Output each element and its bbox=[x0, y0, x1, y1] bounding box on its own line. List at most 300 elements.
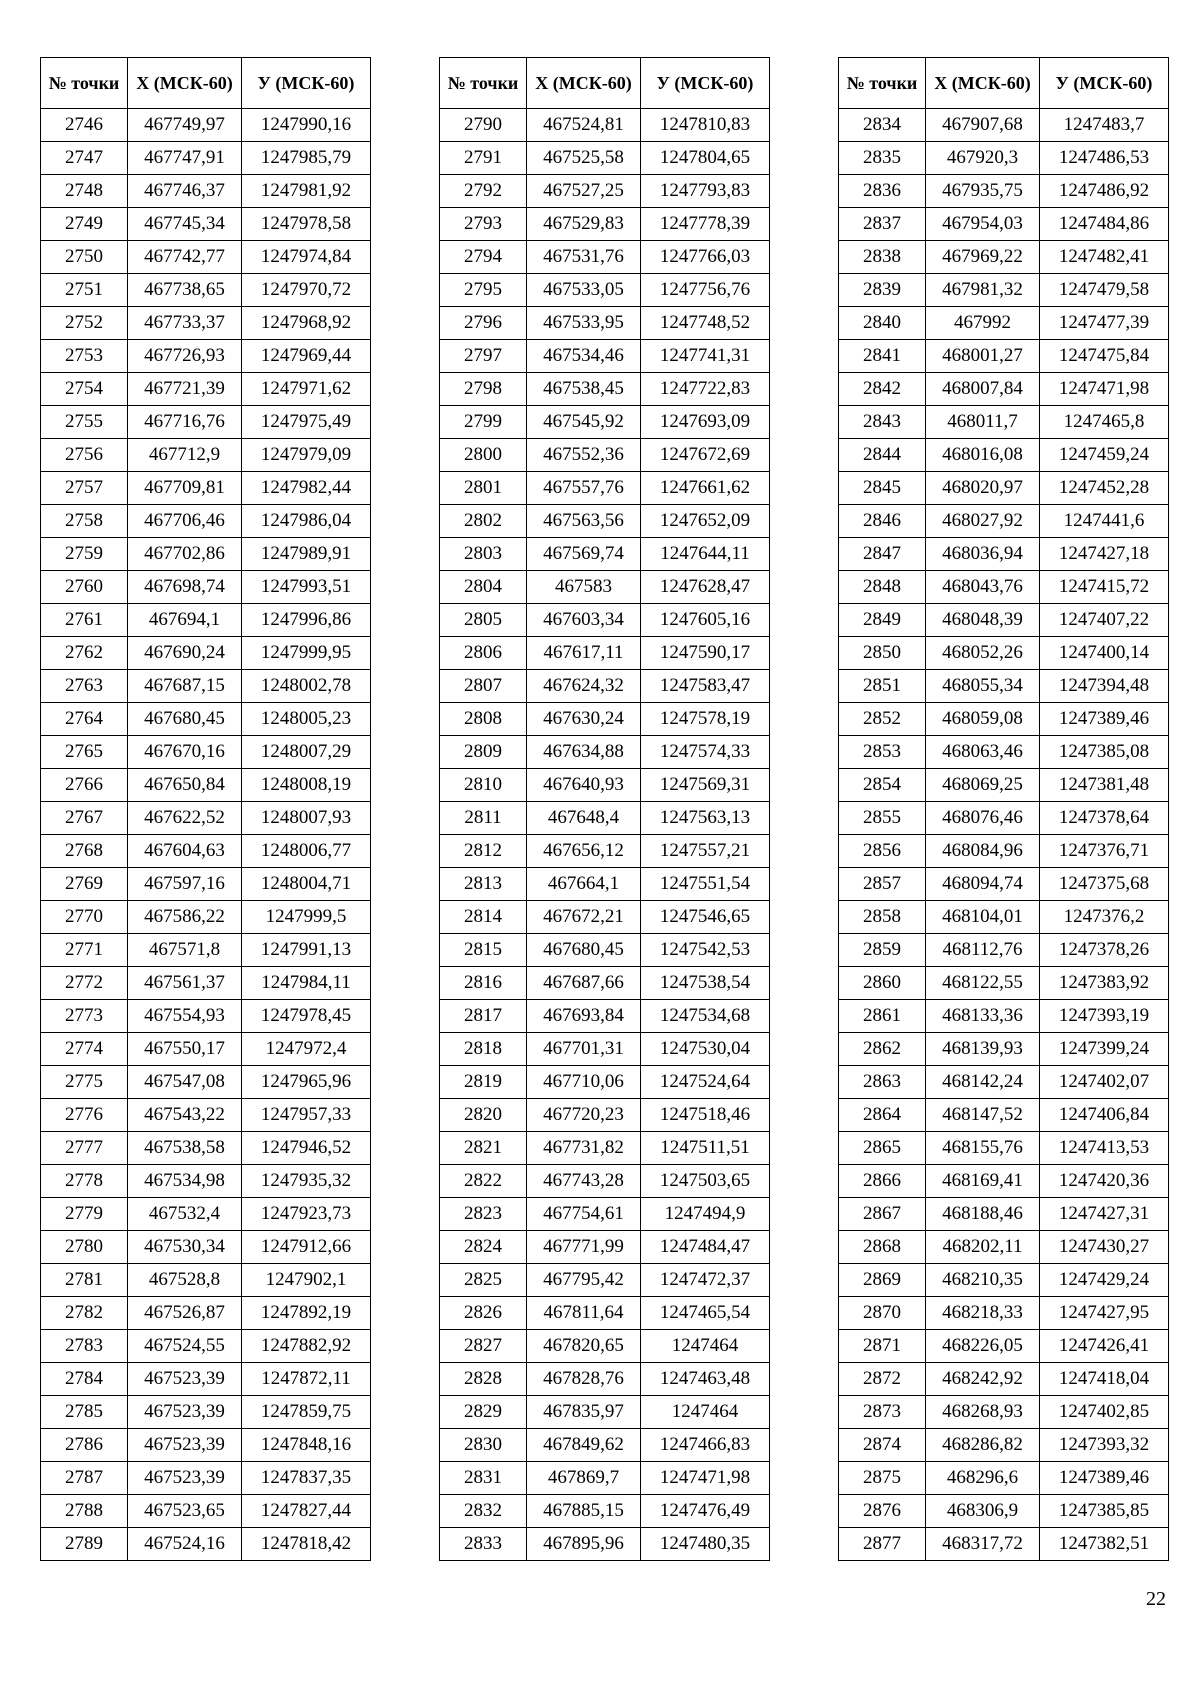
point-number-cell: 2777 bbox=[41, 1132, 128, 1165]
x-coordinate-cell: 467749,97 bbox=[128, 109, 242, 142]
point-number-cell: 2779 bbox=[41, 1198, 128, 1231]
point-number-cell: 2870 bbox=[839, 1297, 926, 1330]
x-coordinate-cell: 467547,08 bbox=[128, 1066, 242, 1099]
table-row bbox=[41, 967, 371, 1000]
point-number-cell: 2852 bbox=[839, 703, 926, 736]
x-coordinate-cell: 467543,22 bbox=[128, 1099, 242, 1132]
x-coordinate-cell: 467597,16 bbox=[128, 868, 242, 901]
point-number-cell: 2800 bbox=[440, 439, 527, 472]
x-coordinate-cell: 467523,39 bbox=[128, 1462, 242, 1495]
y-coordinate-cell: 1247546,65 bbox=[641, 901, 770, 934]
table-row bbox=[839, 1033, 1169, 1066]
table-row bbox=[839, 505, 1169, 538]
y-coordinate-cell: 1247722,83 bbox=[641, 373, 770, 406]
table-row bbox=[41, 142, 371, 175]
table-row bbox=[41, 109, 371, 142]
x-coordinate-cell: 467702,86 bbox=[128, 538, 242, 571]
point-number-cell: 2772 bbox=[41, 967, 128, 1000]
table-row bbox=[440, 1066, 770, 1099]
point-number-cell: 2806 bbox=[440, 637, 527, 670]
y-coordinate-cell: 1247430,27 bbox=[1040, 1231, 1169, 1264]
y-coordinate-cell: 1247644,11 bbox=[641, 538, 770, 571]
point-number-cell: 2864 bbox=[839, 1099, 926, 1132]
x-coordinate-cell: 467528,8 bbox=[128, 1264, 242, 1297]
point-number-cell: 2838 bbox=[839, 241, 926, 274]
y-coordinate-cell: 1247427,95 bbox=[1040, 1297, 1169, 1330]
table-row bbox=[440, 571, 770, 604]
point-number-cell: 2828 bbox=[440, 1363, 527, 1396]
table-row bbox=[41, 1066, 371, 1099]
x-coordinate-cell: 467687,66 bbox=[527, 967, 641, 1000]
x-coordinate-cell: 468226,05 bbox=[926, 1330, 1040, 1363]
table-row bbox=[41, 703, 371, 736]
x-coordinate-cell: 467538,45 bbox=[527, 373, 641, 406]
table-row bbox=[440, 175, 770, 208]
y-coordinate-cell: 1247402,85 bbox=[1040, 1396, 1169, 1429]
point-number-cell: 2766 bbox=[41, 769, 128, 802]
x-coordinate-cell: 468076,46 bbox=[926, 802, 1040, 835]
x-coordinate-cell: 467525,58 bbox=[527, 142, 641, 175]
point-number-cell: 2749 bbox=[41, 208, 128, 241]
table-row bbox=[440, 1330, 770, 1363]
x-coordinate-cell: 467538,58 bbox=[128, 1132, 242, 1165]
point-number-cell: 2754 bbox=[41, 373, 128, 406]
x-coordinate-cell: 467747,91 bbox=[128, 142, 242, 175]
x-coordinate-cell: 467530,34 bbox=[128, 1231, 242, 1264]
point-number-cell: 2782 bbox=[41, 1297, 128, 1330]
y-coordinate-cell: 1247459,24 bbox=[1040, 439, 1169, 472]
point-number-cell: 2807 bbox=[440, 670, 527, 703]
y-coordinate-cell: 1247989,91 bbox=[242, 538, 371, 571]
table-row bbox=[41, 406, 371, 439]
table-row bbox=[41, 439, 371, 472]
y-coordinate-cell: 1247471,98 bbox=[1040, 373, 1169, 406]
y-coordinate-cell: 1247985,79 bbox=[242, 142, 371, 175]
point-number-cell: 2834 bbox=[839, 109, 926, 142]
y-coordinate-cell: 1247557,21 bbox=[641, 835, 770, 868]
y-coordinate-cell: 1248002,78 bbox=[242, 670, 371, 703]
y-coordinate-cell: 1247484,47 bbox=[641, 1231, 770, 1264]
x-coordinate-cell: 468052,26 bbox=[926, 637, 1040, 670]
table-row bbox=[41, 1099, 371, 1132]
point-number-cell: 2747 bbox=[41, 142, 128, 175]
y-coordinate-cell: 1247385,08 bbox=[1040, 736, 1169, 769]
point-number-cell: 2760 bbox=[41, 571, 128, 604]
y-coordinate-cell: 1247407,22 bbox=[1040, 604, 1169, 637]
header-x-coordinate: X (МСК-60) bbox=[527, 58, 641, 109]
point-number-cell: 2765 bbox=[41, 736, 128, 769]
table-row bbox=[839, 967, 1169, 1000]
header-point-number: № точки bbox=[41, 58, 128, 109]
table-row bbox=[839, 604, 1169, 637]
y-coordinate-cell: 1247935,32 bbox=[242, 1165, 371, 1198]
table-row bbox=[41, 538, 371, 571]
point-number-cell: 2825 bbox=[440, 1264, 527, 1297]
x-coordinate-cell: 468104,01 bbox=[926, 901, 1040, 934]
coordinates-table-right bbox=[838, 57, 1169, 1561]
x-coordinate-cell: 467811,64 bbox=[527, 1297, 641, 1330]
y-coordinate-cell: 1247984,11 bbox=[242, 967, 371, 1000]
x-coordinate-cell: 467533,95 bbox=[527, 307, 641, 340]
y-coordinate-cell: 1247810,83 bbox=[641, 109, 770, 142]
table-row bbox=[839, 1297, 1169, 1330]
point-number-cell: 2759 bbox=[41, 538, 128, 571]
y-coordinate-cell: 1247378,26 bbox=[1040, 934, 1169, 967]
y-coordinate-cell: 1247793,83 bbox=[641, 175, 770, 208]
table-row bbox=[440, 373, 770, 406]
point-number-cell: 2778 bbox=[41, 1165, 128, 1198]
point-number-cell: 2865 bbox=[839, 1132, 926, 1165]
point-number-cell: 2799 bbox=[440, 406, 527, 439]
y-coordinate-cell: 1248008,19 bbox=[242, 769, 371, 802]
x-coordinate-cell: 467690,24 bbox=[128, 637, 242, 670]
point-number-cell: 2822 bbox=[440, 1165, 527, 1198]
y-coordinate-cell: 1247534,68 bbox=[641, 1000, 770, 1033]
point-number-cell: 2781 bbox=[41, 1264, 128, 1297]
point-number-cell: 2767 bbox=[41, 802, 128, 835]
point-number-cell: 2862 bbox=[839, 1033, 926, 1066]
x-coordinate-cell: 468001,27 bbox=[926, 340, 1040, 373]
table-row bbox=[41, 670, 371, 703]
x-coordinate-cell: 468188,46 bbox=[926, 1198, 1040, 1231]
y-coordinate-cell: 1247530,04 bbox=[641, 1033, 770, 1066]
x-coordinate-cell: 467709,81 bbox=[128, 472, 242, 505]
y-coordinate-cell: 1247483,7 bbox=[1040, 109, 1169, 142]
table-row bbox=[839, 637, 1169, 670]
table-row bbox=[440, 604, 770, 637]
x-coordinate-cell: 467907,68 bbox=[926, 109, 1040, 142]
table-row bbox=[839, 439, 1169, 472]
x-coordinate-cell: 468020,97 bbox=[926, 472, 1040, 505]
point-number-cell: 2832 bbox=[440, 1495, 527, 1528]
table-row bbox=[41, 1033, 371, 1066]
point-number-cell: 2853 bbox=[839, 736, 926, 769]
x-coordinate-cell: 468268,93 bbox=[926, 1396, 1040, 1429]
x-coordinate-cell: 467820,65 bbox=[527, 1330, 641, 1363]
x-coordinate-cell: 467640,93 bbox=[527, 769, 641, 802]
point-number-cell: 2819 bbox=[440, 1066, 527, 1099]
x-coordinate-cell: 467754,61 bbox=[527, 1198, 641, 1231]
table-row bbox=[440, 1495, 770, 1528]
point-number-cell: 2839 bbox=[839, 274, 926, 307]
x-coordinate-cell: 467529,83 bbox=[527, 208, 641, 241]
table-row bbox=[440, 1264, 770, 1297]
x-coordinate-cell: 467693,84 bbox=[527, 1000, 641, 1033]
x-coordinate-cell: 467534,98 bbox=[128, 1165, 242, 1198]
point-number-cell: 2860 bbox=[839, 967, 926, 1000]
table-row bbox=[839, 1165, 1169, 1198]
y-coordinate-cell: 1247381,48 bbox=[1040, 769, 1169, 802]
table-row bbox=[41, 208, 371, 241]
x-coordinate-cell: 467526,87 bbox=[128, 1297, 242, 1330]
table-row bbox=[440, 670, 770, 703]
point-number-cell: 2753 bbox=[41, 340, 128, 373]
point-number-cell: 2783 bbox=[41, 1330, 128, 1363]
y-coordinate-cell: 1247661,62 bbox=[641, 472, 770, 505]
table-row bbox=[440, 307, 770, 340]
table-row bbox=[41, 241, 371, 274]
y-coordinate-cell: 1247464 bbox=[641, 1330, 770, 1363]
x-coordinate-cell: 468043,76 bbox=[926, 571, 1040, 604]
y-coordinate-cell: 1247672,69 bbox=[641, 439, 770, 472]
x-coordinate-cell: 467895,96 bbox=[527, 1528, 641, 1561]
x-coordinate-cell: 467694,1 bbox=[128, 604, 242, 637]
x-coordinate-cell: 467698,74 bbox=[128, 571, 242, 604]
y-coordinate-cell: 1247463,48 bbox=[641, 1363, 770, 1396]
x-coordinate-cell: 467716,76 bbox=[128, 406, 242, 439]
y-coordinate-cell: 1247837,35 bbox=[242, 1462, 371, 1495]
table-row bbox=[839, 373, 1169, 406]
table-row bbox=[440, 637, 770, 670]
table-row bbox=[440, 109, 770, 142]
point-number-cell: 2801 bbox=[440, 472, 527, 505]
point-number-cell: 2859 bbox=[839, 934, 926, 967]
y-coordinate-cell: 1248005,23 bbox=[242, 703, 371, 736]
table-row bbox=[440, 406, 770, 439]
x-coordinate-cell: 468112,76 bbox=[926, 934, 1040, 967]
point-number-cell: 2843 bbox=[839, 406, 926, 439]
point-number-cell: 2844 bbox=[839, 439, 926, 472]
y-coordinate-cell: 1247968,92 bbox=[242, 307, 371, 340]
x-coordinate-cell: 467712,9 bbox=[128, 439, 242, 472]
y-coordinate-cell: 1247376,71 bbox=[1040, 835, 1169, 868]
table-row bbox=[41, 1396, 371, 1429]
x-coordinate-cell: 468147,52 bbox=[926, 1099, 1040, 1132]
y-coordinate-cell: 1247471,98 bbox=[641, 1462, 770, 1495]
point-number-cell: 2863 bbox=[839, 1066, 926, 1099]
y-coordinate-cell: 1247503,65 bbox=[641, 1165, 770, 1198]
x-coordinate-cell: 467650,84 bbox=[128, 769, 242, 802]
y-coordinate-cell: 1247892,19 bbox=[242, 1297, 371, 1330]
y-coordinate-cell: 1247383,92 bbox=[1040, 967, 1169, 1000]
point-number-cell: 2773 bbox=[41, 1000, 128, 1033]
y-coordinate-cell: 1247975,49 bbox=[242, 406, 371, 439]
table-row bbox=[440, 1000, 770, 1033]
table-row bbox=[41, 901, 371, 934]
point-number-cell: 2798 bbox=[440, 373, 527, 406]
point-number-cell: 2815 bbox=[440, 934, 527, 967]
y-coordinate-cell: 1247472,37 bbox=[641, 1264, 770, 1297]
y-coordinate-cell: 1247578,19 bbox=[641, 703, 770, 736]
x-coordinate-cell: 467617,11 bbox=[527, 637, 641, 670]
point-number-cell: 2850 bbox=[839, 637, 926, 670]
y-coordinate-cell: 1247476,49 bbox=[641, 1495, 770, 1528]
y-coordinate-cell: 1247393,32 bbox=[1040, 1429, 1169, 1462]
table-row bbox=[839, 406, 1169, 439]
y-coordinate-cell: 1247375,68 bbox=[1040, 868, 1169, 901]
x-coordinate-cell: 467795,42 bbox=[527, 1264, 641, 1297]
header-y-coordinate: У (МСК-60) bbox=[242, 58, 371, 109]
point-number-cell: 2791 bbox=[440, 142, 527, 175]
x-coordinate-cell: 467554,93 bbox=[128, 1000, 242, 1033]
y-coordinate-cell: 1248006,77 bbox=[242, 835, 371, 868]
x-coordinate-cell: 467524,55 bbox=[128, 1330, 242, 1363]
y-coordinate-cell: 1247859,75 bbox=[242, 1396, 371, 1429]
point-number-cell: 2836 bbox=[839, 175, 926, 208]
table-row bbox=[41, 736, 371, 769]
y-coordinate-cell: 1247484,86 bbox=[1040, 208, 1169, 241]
table-row bbox=[839, 175, 1169, 208]
table-row bbox=[440, 142, 770, 175]
table-row bbox=[41, 1000, 371, 1033]
table-row bbox=[440, 1132, 770, 1165]
x-coordinate-cell: 468169,41 bbox=[926, 1165, 1040, 1198]
x-coordinate-cell: 468286,82 bbox=[926, 1429, 1040, 1462]
table-row bbox=[41, 835, 371, 868]
y-coordinate-cell: 1247628,47 bbox=[641, 571, 770, 604]
table-row bbox=[41, 1495, 371, 1528]
y-coordinate-cell: 1247882,92 bbox=[242, 1330, 371, 1363]
x-coordinate-cell: 468133,36 bbox=[926, 1000, 1040, 1033]
x-coordinate-cell: 467672,21 bbox=[527, 901, 641, 934]
y-coordinate-cell: 1247969,44 bbox=[242, 340, 371, 373]
point-number-cell: 2748 bbox=[41, 175, 128, 208]
table-row bbox=[839, 109, 1169, 142]
point-number-cell: 2785 bbox=[41, 1396, 128, 1429]
y-coordinate-cell: 1247912,66 bbox=[242, 1231, 371, 1264]
point-number-cell: 2789 bbox=[41, 1528, 128, 1561]
y-coordinate-cell: 1247399,24 bbox=[1040, 1033, 1169, 1066]
table-row bbox=[839, 571, 1169, 604]
x-coordinate-cell: 467969,22 bbox=[926, 241, 1040, 274]
x-coordinate-cell: 467569,74 bbox=[527, 538, 641, 571]
point-number-cell: 2751 bbox=[41, 274, 128, 307]
page-number: 22 bbox=[1146, 1588, 1166, 1610]
point-number-cell: 2813 bbox=[440, 868, 527, 901]
y-coordinate-cell: 1247981,92 bbox=[242, 175, 371, 208]
table-row bbox=[839, 208, 1169, 241]
x-coordinate-cell: 468055,34 bbox=[926, 670, 1040, 703]
point-number-cell: 2831 bbox=[440, 1462, 527, 1495]
table-row bbox=[839, 1495, 1169, 1528]
table-row bbox=[440, 439, 770, 472]
x-coordinate-cell: 467523,65 bbox=[128, 1495, 242, 1528]
table-row bbox=[440, 1033, 770, 1066]
point-number-cell: 2780 bbox=[41, 1231, 128, 1264]
y-coordinate-cell: 1247741,31 bbox=[641, 340, 770, 373]
x-coordinate-cell: 467731,82 bbox=[527, 1132, 641, 1165]
point-number-cell: 2876 bbox=[839, 1495, 926, 1528]
table-row bbox=[839, 1264, 1169, 1297]
x-coordinate-cell: 468069,25 bbox=[926, 769, 1040, 802]
y-coordinate-cell: 1247480,35 bbox=[641, 1528, 770, 1561]
table-header bbox=[41, 58, 371, 109]
table-header bbox=[440, 58, 770, 109]
point-number-cell: 2820 bbox=[440, 1099, 527, 1132]
x-coordinate-cell: 467603,34 bbox=[527, 604, 641, 637]
x-coordinate-cell: 467624,32 bbox=[527, 670, 641, 703]
table-row bbox=[839, 934, 1169, 967]
x-coordinate-cell: 467835,97 bbox=[527, 1396, 641, 1429]
x-coordinate-cell: 467935,75 bbox=[926, 175, 1040, 208]
y-coordinate-cell: 1247946,52 bbox=[242, 1132, 371, 1165]
table-row bbox=[41, 1330, 371, 1363]
x-coordinate-cell: 467701,31 bbox=[527, 1033, 641, 1066]
y-coordinate-cell: 1247418,04 bbox=[1040, 1363, 1169, 1396]
x-coordinate-cell: 467523,39 bbox=[128, 1429, 242, 1462]
x-coordinate-cell: 468317,72 bbox=[926, 1528, 1040, 1561]
x-coordinate-cell: 468007,84 bbox=[926, 373, 1040, 406]
table-row bbox=[41, 1132, 371, 1165]
table-row bbox=[440, 1297, 770, 1330]
point-number-cell: 2857 bbox=[839, 868, 926, 901]
table-row bbox=[41, 1297, 371, 1330]
y-coordinate-cell: 1247605,16 bbox=[641, 604, 770, 637]
point-number-cell: 2746 bbox=[41, 109, 128, 142]
table-row bbox=[440, 340, 770, 373]
x-coordinate-cell: 468027,92 bbox=[926, 505, 1040, 538]
point-number-cell: 2840 bbox=[839, 307, 926, 340]
y-coordinate-cell: 1247429,24 bbox=[1040, 1264, 1169, 1297]
x-coordinate-cell: 467534,46 bbox=[527, 340, 641, 373]
x-coordinate-cell: 467524,81 bbox=[527, 109, 641, 142]
y-coordinate-cell: 1247957,33 bbox=[242, 1099, 371, 1132]
point-number-cell: 2768 bbox=[41, 835, 128, 868]
table-row bbox=[839, 736, 1169, 769]
y-coordinate-cell: 1247464 bbox=[641, 1396, 770, 1429]
point-number-cell: 2763 bbox=[41, 670, 128, 703]
x-coordinate-cell: 467726,93 bbox=[128, 340, 242, 373]
point-number-cell: 2848 bbox=[839, 571, 926, 604]
table-row bbox=[839, 670, 1169, 703]
point-number-cell: 2771 bbox=[41, 934, 128, 967]
x-coordinate-cell: 468139,93 bbox=[926, 1033, 1040, 1066]
point-number-cell: 2794 bbox=[440, 241, 527, 274]
table-row bbox=[41, 769, 371, 802]
y-coordinate-cell: 1247389,46 bbox=[1040, 1462, 1169, 1495]
x-coordinate-cell: 468155,76 bbox=[926, 1132, 1040, 1165]
y-coordinate-cell: 1247804,65 bbox=[641, 142, 770, 175]
x-coordinate-cell: 468048,39 bbox=[926, 604, 1040, 637]
x-coordinate-cell: 467557,76 bbox=[527, 472, 641, 505]
x-coordinate-cell: 467532,4 bbox=[128, 1198, 242, 1231]
y-coordinate-cell: 1247778,39 bbox=[641, 208, 770, 241]
point-number-cell: 2833 bbox=[440, 1528, 527, 1561]
table-row bbox=[839, 1198, 1169, 1231]
y-coordinate-cell: 1247511,51 bbox=[641, 1132, 770, 1165]
table-row bbox=[839, 769, 1169, 802]
point-number-cell: 2769 bbox=[41, 868, 128, 901]
y-coordinate-cell: 1247748,52 bbox=[641, 307, 770, 340]
point-number-cell: 2854 bbox=[839, 769, 926, 802]
point-number-cell: 2811 bbox=[440, 802, 527, 835]
x-coordinate-cell: 468142,24 bbox=[926, 1066, 1040, 1099]
y-coordinate-cell: 1247486,92 bbox=[1040, 175, 1169, 208]
x-coordinate-cell: 467527,25 bbox=[527, 175, 641, 208]
x-coordinate-cell: 467710,06 bbox=[527, 1066, 641, 1099]
point-number-cell: 2755 bbox=[41, 406, 128, 439]
table-row bbox=[440, 1363, 770, 1396]
table-row bbox=[41, 1363, 371, 1396]
y-coordinate-cell: 1247477,39 bbox=[1040, 307, 1169, 340]
table-row bbox=[440, 802, 770, 835]
table-row bbox=[41, 373, 371, 406]
y-coordinate-cell: 1247872,11 bbox=[242, 1363, 371, 1396]
x-coordinate-cell: 467992 bbox=[926, 307, 1040, 340]
point-number-cell: 2812 bbox=[440, 835, 527, 868]
x-coordinate-cell: 467545,92 bbox=[527, 406, 641, 439]
point-number-cell: 2752 bbox=[41, 307, 128, 340]
table-row bbox=[839, 340, 1169, 373]
table-row bbox=[41, 934, 371, 967]
table-row bbox=[41, 505, 371, 538]
header-x-coordinate: X (МСК-60) bbox=[926, 58, 1040, 109]
y-coordinate-cell: 1247382,51 bbox=[1040, 1528, 1169, 1561]
y-coordinate-cell: 1247569,31 bbox=[641, 769, 770, 802]
point-number-cell: 2774 bbox=[41, 1033, 128, 1066]
point-number-cell: 2829 bbox=[440, 1396, 527, 1429]
table-row bbox=[41, 571, 371, 604]
